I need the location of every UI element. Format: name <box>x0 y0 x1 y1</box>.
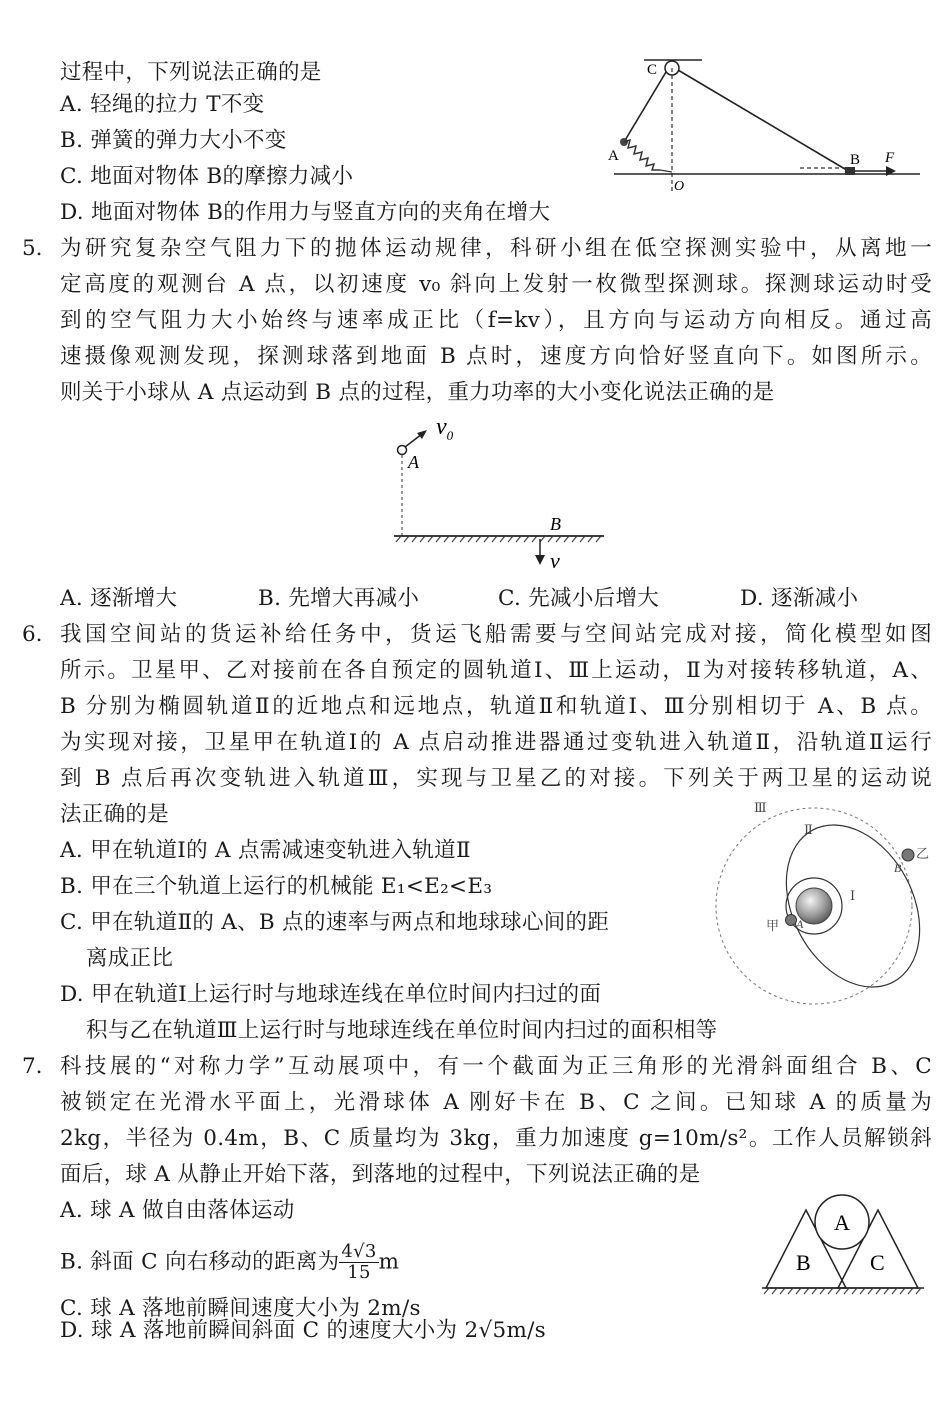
q5-label-b: B <box>550 514 561 534</box>
q6-option-b: B. 甲在三个轨道上运行的机械能 E₁<E₂<E₃ <box>60 874 493 899</box>
q4-label-c: C <box>647 62 658 78</box>
q6-label-orbit3: Ⅲ <box>754 800 767 815</box>
q6-label-point-a: A <box>796 917 804 931</box>
q6-label-orbit1: Ⅰ <box>850 888 856 903</box>
q7-option-d: D. 球 A 落地前瞬间斜面 C 的速度大小为 2√5m/s <box>60 1318 547 1343</box>
q7-option-d-clipped <box>0 1318 950 1348</box>
q5-line-5: 则关于小球从 A 点运动到 B 点的过程，重力功率的大小变化说法正确的是 <box>60 380 775 405</box>
q4-option-c: C. 地面对物体 B的摩擦力减小 <box>60 164 354 189</box>
q7-option-c: C. 球 A 落地前瞬间速度大小为 2m/s <box>60 1296 421 1321</box>
q6-number: 6. <box>22 622 43 647</box>
q5-line-1: 为研究复杂空气阻力下的抛体运动规律，科研小组在低空探测实验中，从离地一 <box>60 236 932 261</box>
q7-option-b-fraction <box>339 1242 378 1283</box>
q6-option-d-cont: 积与乙在轨道Ⅲ上运行时与地球连线在单位时间内扫过的面积相等 <box>86 1018 718 1043</box>
q5-option-a: A. 逐渐增大 <box>60 586 178 611</box>
q5-line-2: 定高度的观测台 A 点，以初速度 v₀ 斜向上发射一枚微型探测球。探测球运动时受 <box>60 272 932 297</box>
q6-option-a: A. 甲在轨道Ⅰ的 A 点需减速变轨进入轨道Ⅱ <box>60 838 471 863</box>
q6-line-1: 我国空间站的货运补给任务中，货运飞船需要与空间站完成对接，简化模型如图 <box>60 622 932 647</box>
q6-line-3: B 分别为椭圆轨道Ⅱ的近地点和远地点，轨道Ⅱ和轨道Ⅰ、Ⅲ分别相切于 A、B 点。 <box>60 694 932 719</box>
q6-option-c-cont: 离成正比 <box>86 946 174 971</box>
q6-label-point-b: B <box>894 861 902 875</box>
q4-label-o: O <box>674 179 685 194</box>
q7-figure <box>760 1192 930 1302</box>
q6-label-sat-b: 乙 <box>916 846 930 861</box>
q7-label-c: C <box>870 1250 885 1275</box>
q7-line-2: 被锁定在光滑水平面上，光滑球体 A 刚好卡在 B、C 之间。已知球 A 的质量为 <box>60 1090 932 1115</box>
q4-figure <box>600 52 930 202</box>
q7-line-3: 2kg，半径为 0.4m，B、C 质量均为 3kg，重力加速度 g=10m/s²。工作人员解锁斜 <box>60 1126 932 1151</box>
q4-label-f: F <box>885 150 895 166</box>
q6-option-c: C. 甲在轨道Ⅱ的 A、B 点的速率与两点和地球球心间的距 <box>60 910 610 935</box>
q4-option-b: B. 弹簧的弹力大小不变 <box>60 128 287 153</box>
q6-line-6: 法正确的是 <box>60 802 170 827</box>
q5-line-4: 速摄像观测发现，探测球落到地面 B 点时，速度方向恰好竖直向下。如图所示。 <box>60 344 932 369</box>
q7-line-1: 科技展的“对称力学”互动展项中，有一个截面为正三角形的光滑斜面组合 B、C <box>60 1054 932 1079</box>
q5-option-b: B. 先增大再减小 <box>258 586 420 611</box>
q5-number: 5. <box>22 236 43 261</box>
q6-line-4: 为实现对接，卫星甲在轨道Ⅰ的 A 点启动推进器通过变轨进入轨道Ⅱ，沿轨道Ⅱ运行 <box>60 730 932 755</box>
q5-label-v: v <box>550 548 560 573</box>
q4-stem: 过程中，下列说法正确的是 <box>60 60 322 85</box>
q5-option-d: D. 逐渐减小 <box>740 586 859 611</box>
q7-option-b-text: B. 斜面 C 向右移动的距离为 <box>60 1249 340 1275</box>
q5-label-v0: $v_0$ <box>436 414 454 443</box>
q7-option-a: A. 球 A 做自由落体运动 <box>60 1198 295 1223</box>
q6-line-2: 所示。卫星甲、乙对接前在各自预定的圆轨道Ⅰ、Ⅲ上运动，Ⅱ为对接转移轨道，A、 <box>60 658 932 683</box>
q4-option-d: D. 地面对物体 B的作用力与竖直方向的夹角在增大 <box>60 200 551 225</box>
q6-option-d: D. 甲在轨道Ⅰ上运行时与地球连线在单位时间内扫过的面 <box>60 982 602 1007</box>
q6-figure <box>712 798 942 1020</box>
q4-label-a: A <box>608 148 619 164</box>
q7-line-4: 面后，球 A 从静止开始下落，到落地的过程中，下列说法正确的是 <box>60 1162 701 1187</box>
q6-line-5: 到 B 点后再次变轨进入轨道Ⅲ，实现与卫星乙的对接。下列关于两卫星的运动说 <box>60 766 932 791</box>
q5-option-c: C. 先减小后增大 <box>498 586 660 611</box>
q6-label-orbit2: Ⅱ <box>804 822 813 837</box>
q7-number: 7. <box>22 1054 43 1079</box>
q4-option-a: A. 轻绳的拉力 T不变 <box>60 92 265 117</box>
q5-label-a: A <box>408 452 419 472</box>
q7-fraction-denominator: 15 <box>347 1262 371 1283</box>
q5-figure <box>380 408 620 580</box>
q5-line-3: 到的空气阻力大小始终与速率成正比（f=kv），且方向与运动方向相反。通过高 <box>60 308 932 333</box>
q4-label-b: B <box>850 152 861 168</box>
q6-label-sat-a: 甲 <box>766 918 780 933</box>
q7-option-b <box>60 1242 399 1283</box>
q7-fraction-numerator: 4√3 <box>341 1241 377 1262</box>
q7-label-a: A <box>834 1210 850 1235</box>
q7-label-b: B <box>796 1250 811 1275</box>
q7-option-b-unit: m <box>378 1249 400 1275</box>
